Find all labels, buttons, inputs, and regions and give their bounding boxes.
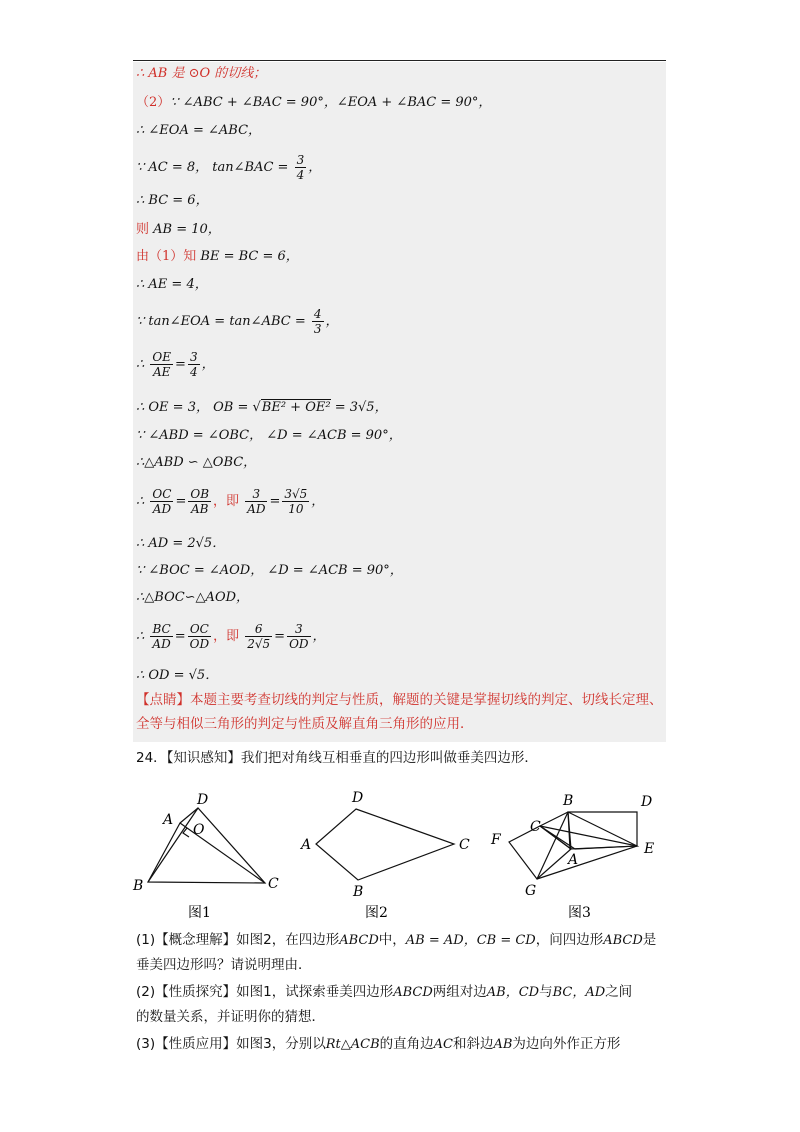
fig2-caption: 图2 xyxy=(365,905,388,921)
figure-2 xyxy=(316,809,454,880)
fig2-label-d: D xyxy=(352,790,364,806)
fig3-line-bg xyxy=(537,812,568,879)
fig2-label-a: A xyxy=(301,837,312,853)
solution-line-7: 由（1）知 BE = BC = 6， xyxy=(136,249,299,264)
fig3-label-d: D xyxy=(641,794,653,810)
fig3-caption: 图3 xyxy=(568,905,591,921)
solution-line-3: ∴ ∠EOA = ∠ABC， xyxy=(136,123,262,138)
fig3-line-ge xyxy=(537,846,637,879)
fig3-label-c: C xyxy=(530,819,541,835)
fig1-label-o: O xyxy=(193,822,205,838)
solution-line-9: ∵ tan∠EOA = tan∠ABC = $\frac{4}{3}$ ， xyxy=(136,307,339,336)
solution-line-11: ∴ OE = 3， OB = √BE² + OE² = 3√5， xyxy=(136,400,388,415)
fig3-label-g: G xyxy=(525,883,537,899)
question-part-3: (3)【性质应用】如图3，分别以Rt△ACB的直角边AC和斜边AB为边向外作正方形 xyxy=(136,1036,621,1052)
solution-line-16: ∵ ∠BOC = ∠AOD， ∠D = ∠ACB = 90°， xyxy=(136,563,403,578)
fig1-label-d: D xyxy=(197,792,209,808)
figures xyxy=(0,768,800,928)
solution-line-4: ∵ AC = 8， tan∠BAC = $\frac{3}{4}$ ， xyxy=(136,153,322,182)
solution-line-2: （2）∵ ∠ABC + ∠BAC = 90°，∠EOA + ∠BAC = 90°， xyxy=(136,95,492,110)
solution-line-6: 则 AB = 10， xyxy=(136,222,221,237)
solution-line-1: ∴ AB 是 ⊙O 的切线； xyxy=(136,66,267,81)
fig3-label-e: E xyxy=(644,841,655,857)
fig3-label-a: A xyxy=(568,852,579,868)
solution-line-12: ∵ ∠ABD = ∠OBC， ∠D = ∠ACB = 90°， xyxy=(136,428,402,443)
fig2-quadrilateral xyxy=(316,809,454,880)
question-title: 24．【知识感知】我们把对角线互相垂直的四边形叫做垂美四边形． xyxy=(136,750,538,766)
figure-3 xyxy=(509,812,637,879)
question-part-2: (2)【性质探究】如图1，试探索垂美四边形ABCD两组对边AB，CD与BC，AD之间 的数量关系，并证明你的猜想． xyxy=(136,984,633,1025)
fig1-label-c: C xyxy=(268,876,279,892)
comment-block: 【点睛】本题主要考查切线的判定与性质，解题的关键是掌握切线的判定、切线长定理、全等与相似三角形的判定与性质及解直角三角形的应用． xyxy=(136,692,663,732)
solution-line-13: ∴△ABD ∽ △OBC， xyxy=(136,455,257,470)
solution-line-19: ∴ OD = √5． xyxy=(136,668,219,683)
question-part-1: (1)【概念理解】如图2，在四边形ABCD中，AB = AD，CB = CD，问四边形ABCD是 垂美四边形吗？请说明理由． xyxy=(136,932,657,973)
fig2-label-c: C xyxy=(459,837,470,853)
fig1-caption: 图1 xyxy=(188,905,211,921)
fig1-label-a: A xyxy=(163,812,174,828)
solution-line-17: ∴△BOC∽△AOD， xyxy=(136,590,250,605)
fig2-label-b: B xyxy=(353,884,364,900)
fig3-label-b: B xyxy=(563,793,574,809)
solution-line-14: ∴ $\frac{OC}{AD}$ = $\frac{OB}{AB}$ ，即 $\frac{3}{AD}$ = $\frac{3√5}{10}$ ， xyxy=(136,487,325,516)
solution-line-18: ∴ $\frac{BC}{AD}$ = $\frac{OC}{OD}$ ，即 $\frac{6}{2√5}$ = $\frac{3}{OD}$ ， xyxy=(136,622,326,651)
fig1-label-b: B xyxy=(133,878,144,894)
fig3-label-f: F xyxy=(491,832,501,848)
top-rule xyxy=(133,60,666,61)
solution-line-5: ∴ BC = 6， xyxy=(136,193,209,208)
solution-line-8: ∴ AE = 4， xyxy=(136,277,208,292)
solution-line-10: ∴ $\frac{OE}{AE}$ = $\frac{3}{4}$ ， xyxy=(136,350,215,379)
solution-line-15: ∴ AD = 2√5． xyxy=(136,536,226,551)
